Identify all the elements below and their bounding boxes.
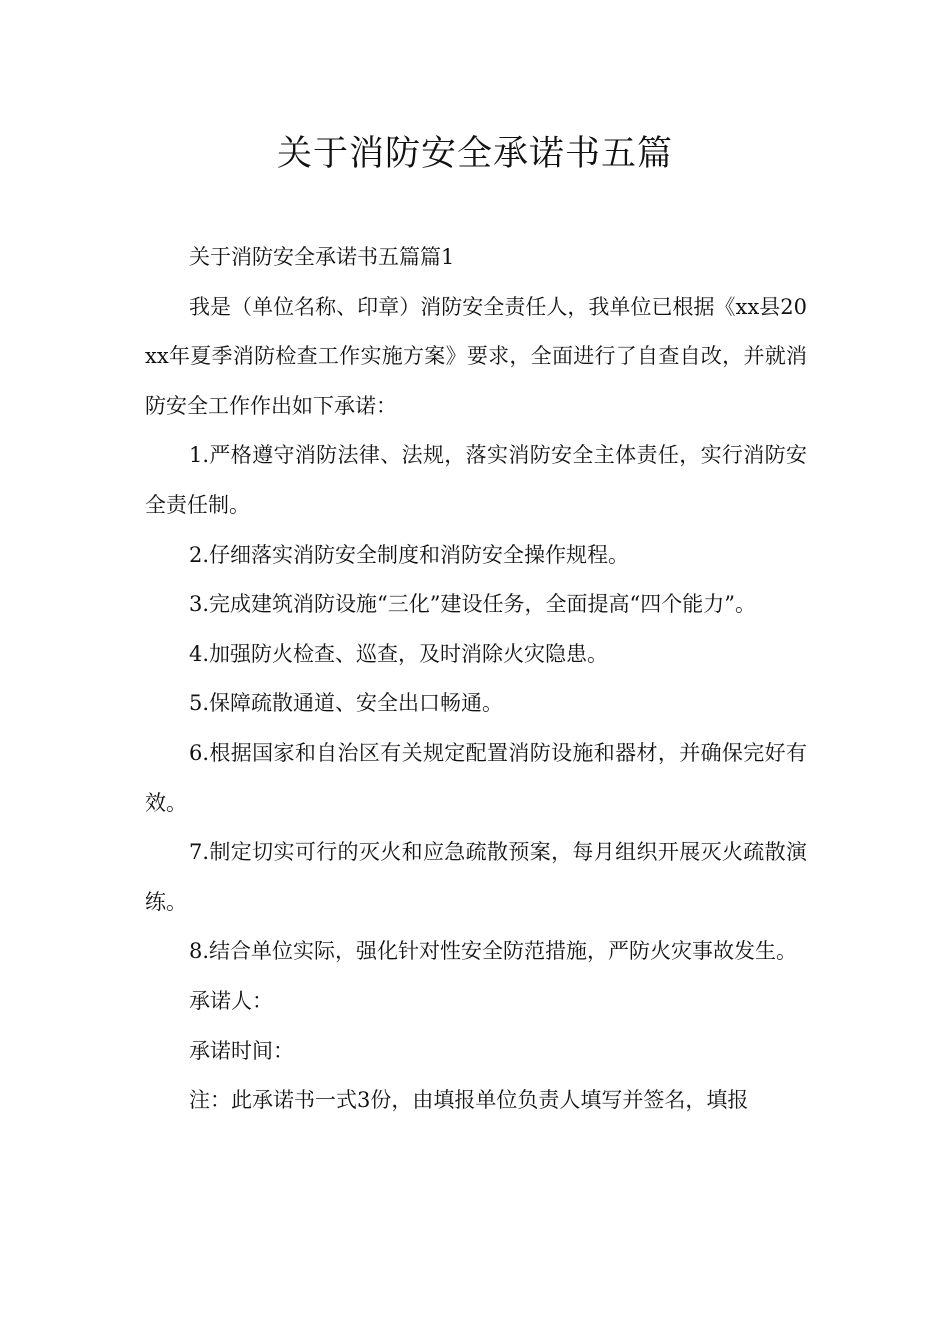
intro-paragraph: 我是（单位名称、印章）消防安全责任人，我单位已根据《xx县20xx年夏季消防检查工作实施方案》要求，全面进行了自查自改，并就消防安全工作作出如下承诺： bbox=[145, 294, 807, 418]
section-heading: 关于消防安全承诺书五篇篇1 bbox=[189, 245, 455, 269]
note-paragraph: 注：此承诺书一式3份，由填报单位负责人填写并签名，填报 bbox=[189, 1088, 749, 1113]
commitment-item-7: 7.制定切实可行的灭火和应急疏散预案，每月组织开展灭火疏散演练。 bbox=[145, 840, 807, 914]
commitment-item-4: 4.加强防火检查、巡查，及时消除火灾隐患。 bbox=[189, 641, 609, 666]
commitment-item-6: 6.根据国家和自治区有关规定配置消防设施和器材，并确保完好有效。 bbox=[145, 740, 807, 815]
commitment-item-1: 1.严格遵守消防法律、法规，落实消防安全主体责任，实行消防安全责任制。 bbox=[145, 443, 807, 517]
document-body bbox=[145, 233, 807, 1126]
commitment-item-8: 8.结合单位实际，强化针对性安全防范措施，严防火灾事故发生。 bbox=[189, 939, 798, 964]
commitment-item-5: 5.保障疏散通道、安全出口畅通。 bbox=[189, 691, 504, 716]
date-line: 承诺时间： bbox=[189, 1038, 294, 1063]
signatory-line: 承诺人： bbox=[189, 988, 273, 1013]
commitment-item-2: 2.仔细落实消防安全制度和消防安全操作规程。 bbox=[189, 542, 630, 567]
commitment-item-3: 3.完成建筑消防设施“三化”建设任务，全面提高“四个能力”。 bbox=[189, 592, 756, 617]
document-title: 关于消防安全承诺书五篇 bbox=[276, 134, 673, 174]
